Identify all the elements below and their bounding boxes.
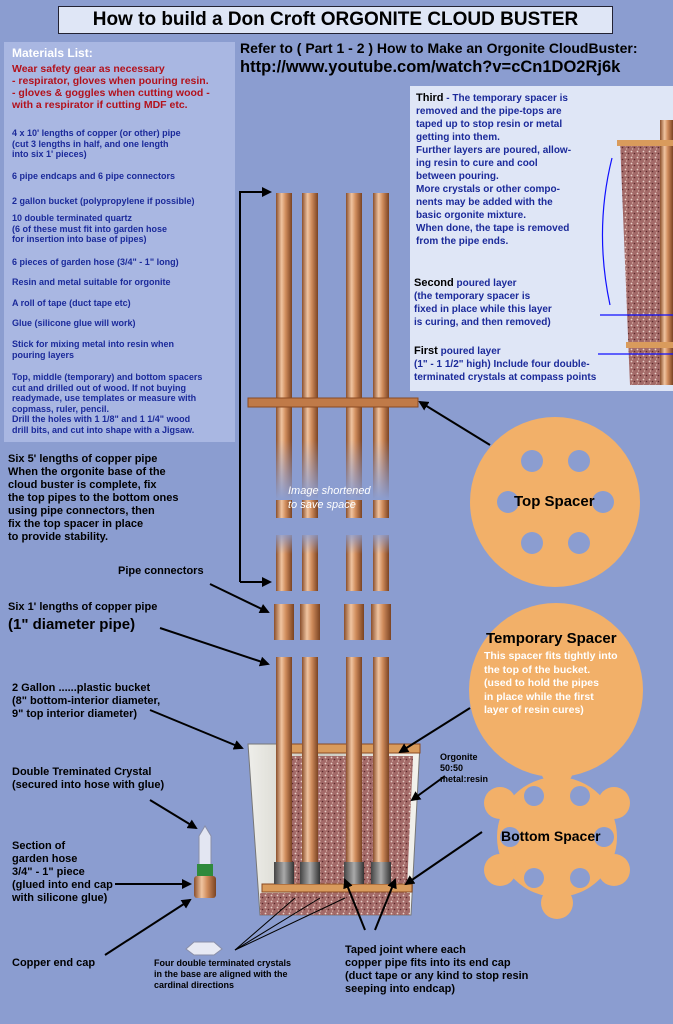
diameter-label: (1" diameter pipe) [8, 616, 136, 633]
first-heading: First [414, 345, 438, 357]
material-item: Glue (silicone glue will work) [12, 318, 136, 328]
safety-warning: Wear safety gear as necessary - respirator, gloves when pouring resin. - gloves & goggles when cutting wood - with a respirator if cutting MDF etc. [12, 63, 210, 111]
layer-cross-section [598, 120, 673, 385]
crystal-assembly [186, 826, 222, 955]
endcap-label: Copper end cap [12, 957, 96, 969]
material-item: 10 double terminated quartz (6 of these must fit into garden hose for insertion into base of pipes) [12, 213, 168, 244]
temporary-spacer-label: Temporary Spacer [486, 630, 617, 647]
material-item: Top, middle (temporary) and bottom spacers cut and drilled out of wood. If not buying readymade, use templates or measure with copmass, ruler, pencil. Drill the holes with 1 1/8" and 1 1/4" wood drill bits, and cut into shape with a Jigsaw. [12, 372, 203, 435]
image-shortened-note: Image shortened to save space [288, 485, 371, 511]
hose-label: Section of garden hose 3/4" - 1" piece (glued into end cap with silicone glue) [12, 840, 113, 904]
material-item: 6 pipe endcaps and 6 pipe connectors [12, 171, 176, 181]
endcap-icon [194, 876, 216, 898]
third-heading: Third [416, 92, 444, 104]
taped-joint-label: Taped joint where each copper pipe fits into its end cap (duct tape or any kind to stop resin seeping into endcap) [345, 944, 529, 995]
top-spacer-label: Top Spacer [514, 493, 595, 510]
orgonite-ratio-label: Orgonite 50:50 metal:resin [440, 752, 489, 784]
plastic-bucket [248, 744, 420, 915]
video-link[interactable]: http://www.youtube.com/watch?v=cCn1DO2Rj6k [240, 58, 621, 76]
bottom-spacer-label: Bottom Spacer [501, 828, 601, 844]
crystal-icon [199, 826, 211, 865]
material-item: Stick for mixing metal into resin when pouring layers [12, 339, 175, 360]
second-heading: Second [414, 277, 454, 289]
second-text: poured layer (the temporary spacer is fixed in place while this layer is curing, and then removed) [414, 278, 552, 328]
material-item: 6 pieces of garden hose (3/4" - 1" long) [12, 257, 179, 267]
materials-heading: Materials List: [12, 46, 93, 60]
page-title: How to build a Don Croft ORGONITE CLOUD BUSTER [58, 6, 613, 34]
upper-pipes [270, 193, 395, 591]
third-text: - The temporary spacer is removed and the pipe-tops are taped up to stop resin or metal getting into them. Further layers are poured, allow- ing resin to cure and cool between pouring. More crystals or other compo- nents may be added with the basic orgonite mixture. When done, the tape is removed from the pipe ends. [416, 93, 572, 247]
first-text: poured layer (1" - 1 1/2" high) Include four double- terminated crystals at compass points [414, 346, 597, 383]
base-crystal-icon [186, 942, 222, 955]
hose-icon [197, 864, 213, 876]
pipe-connectors [274, 604, 391, 640]
refer-text: Refer to ( Part 1 - 2 ) How to Make an Orgonite CloudBuster: [240, 40, 638, 56]
bottom-spacer-in-place [262, 884, 412, 892]
material-item: Resin and metal suitable for orgonite [12, 277, 171, 287]
bucket-label: 2 Gallon ......plastic bucket (8" bottom-interior diameter, 9" top interior diameter) [12, 682, 161, 720]
four-crystals-label: Four double terminated crystals in the base are aligned with the cardinal directions [154, 958, 292, 990]
material-item: A roll of tape (duct tape etc) [12, 298, 131, 308]
top-spacer-in-place [248, 398, 418, 407]
pipe-connectors-label: Pipe connectors [118, 565, 204, 577]
material-item: 2 gallon bucket (polypropylene if possible) [12, 196, 195, 206]
six-pipes-label: Six 5' lengths of copper pipe When the orgonite base of the cloud buster is complete, fix the top pipes to the bottom ones using pipe connectors, then fix the top spacer in place to provide stability. [8, 453, 179, 543]
crystal-label: Double Treminated Crystal (secured into hose with glue) [12, 766, 165, 791]
temporary-spacer-text: This spacer fits tightly into the top of the bucket. (used to hold the pipes in place while the first layer of resin cures) [484, 650, 618, 716]
material-item: 4 x 10' lengths of copper (or other) pipe (cut 3 lengths in half, and one length into six 1' pieces) [12, 128, 181, 159]
one-foot-pipes-label: Six 1' lengths of copper pipe [8, 601, 158, 613]
